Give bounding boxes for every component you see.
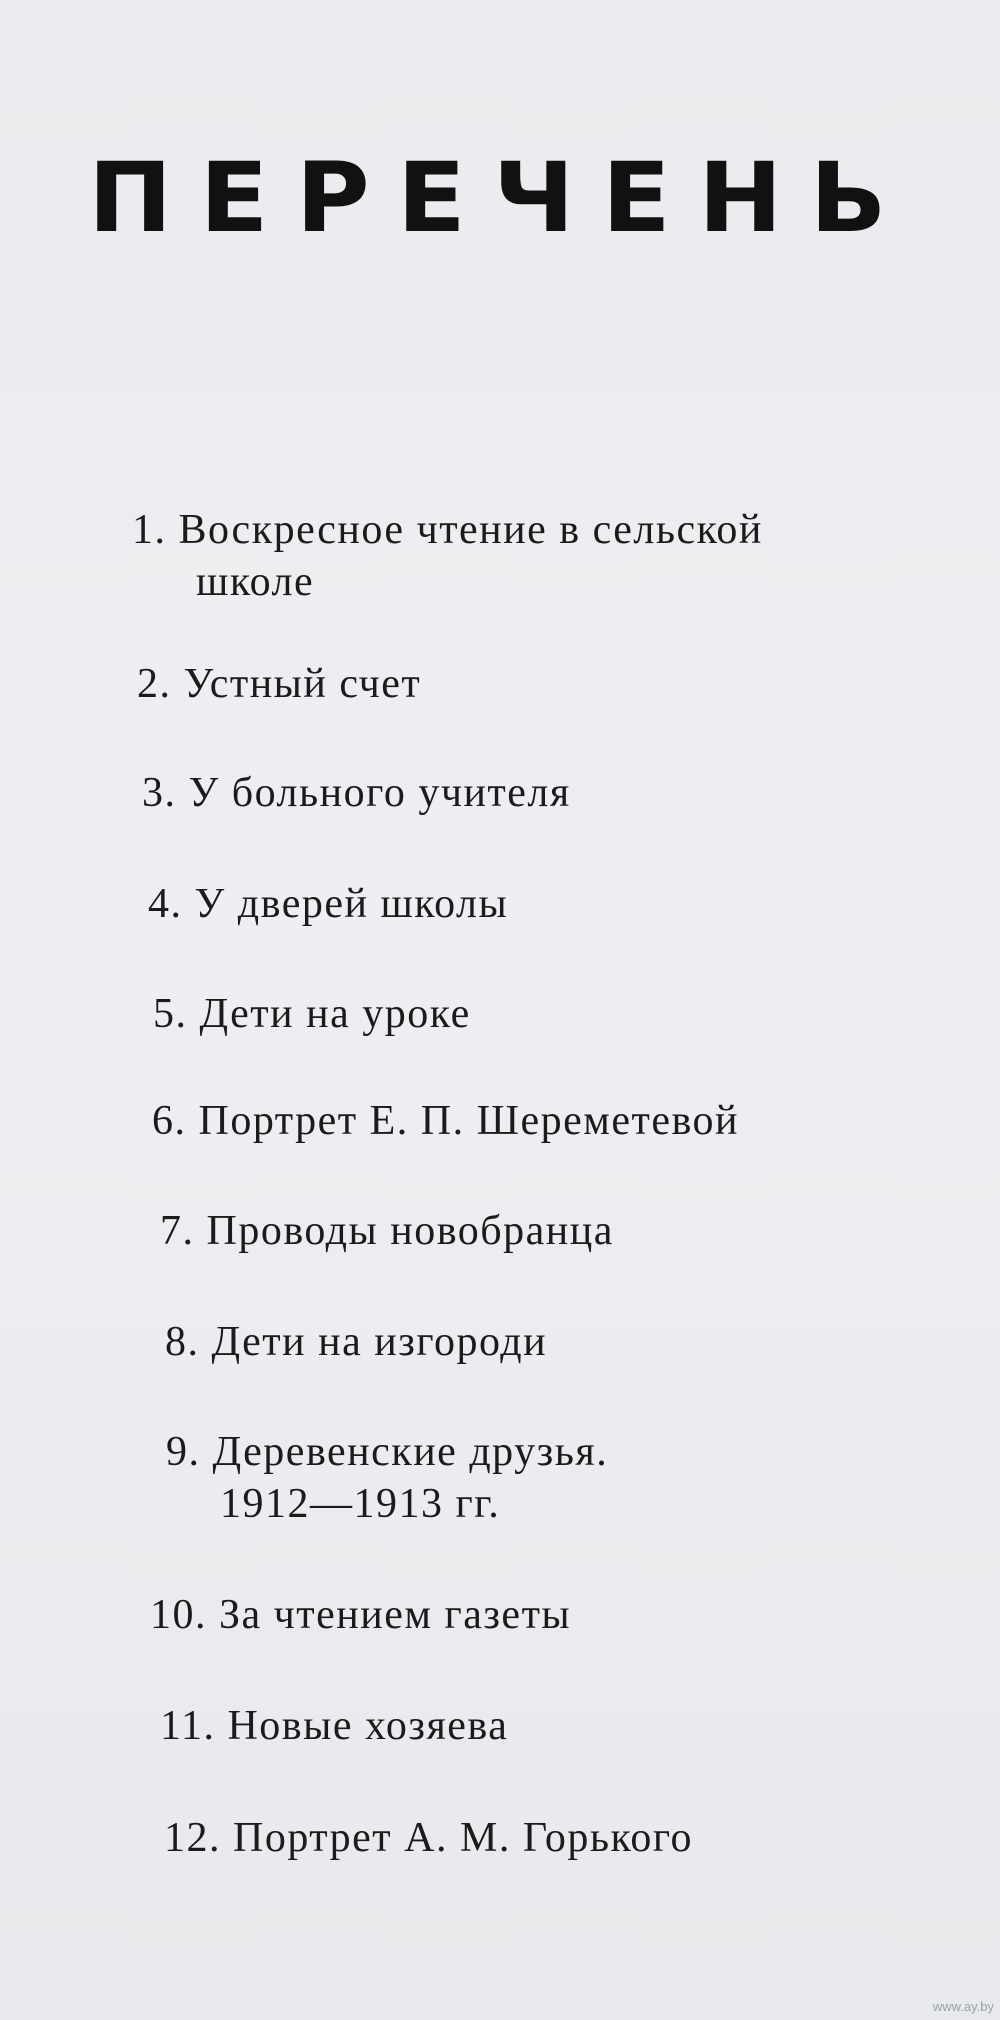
watermark: www.ay.by bbox=[932, 1999, 994, 2014]
item-number: 8. bbox=[165, 1319, 200, 1365]
item-title: За чтением газеты bbox=[219, 1592, 572, 1638]
item-title: У больного учителя bbox=[188, 770, 571, 816]
list-item bbox=[137, 658, 421, 710]
item-number: 11. bbox=[160, 1703, 216, 1749]
list-item bbox=[150, 1589, 571, 1641]
item-number: 10. bbox=[150, 1592, 207, 1638]
item-number: 4. bbox=[148, 881, 183, 927]
list-item bbox=[152, 1095, 739, 1147]
item-number: 9. bbox=[166, 1429, 201, 1475]
item-number: 12. bbox=[164, 1815, 221, 1861]
item-title: Портрет Е. П. Шереметевой bbox=[198, 1098, 740, 1144]
list-item bbox=[148, 878, 508, 930]
list-item bbox=[160, 1700, 508, 1752]
item-number: 5. bbox=[153, 991, 188, 1037]
item-number: 1. bbox=[132, 507, 167, 553]
item-number: 6. bbox=[152, 1098, 187, 1144]
item-title: Портрет А. М. Горького bbox=[233, 1815, 694, 1861]
list-item bbox=[166, 1426, 608, 1530]
item-title-continuation: 1912—1913 гг. bbox=[220, 1481, 501, 1527]
item-title: Деревенские друзья. bbox=[212, 1429, 609, 1475]
item-title: Дети на изгороди bbox=[211, 1319, 548, 1365]
list-item bbox=[142, 767, 571, 819]
item-title: Проводы новобранца bbox=[206, 1208, 614, 1254]
item-title: Дети на уроке bbox=[199, 991, 471, 1037]
page-title: ПЕРЕЧЕНЬ bbox=[88, 142, 914, 254]
item-number: 7. bbox=[160, 1208, 195, 1254]
list-item bbox=[160, 1205, 614, 1257]
item-title: Новые хозяева bbox=[227, 1703, 509, 1749]
list-item bbox=[132, 504, 763, 608]
item-title: Воскресное чтение в сельской bbox=[178, 507, 763, 553]
item-title: У дверей школы bbox=[194, 881, 509, 927]
list-item bbox=[153, 988, 471, 1040]
list-item bbox=[165, 1316, 547, 1368]
item-number: 3. bbox=[142, 770, 177, 816]
item-title-continuation: школе bbox=[196, 559, 315, 605]
list-item bbox=[164, 1812, 693, 1864]
item-title: Устный счет bbox=[183, 661, 422, 707]
item-number: 2. bbox=[137, 661, 172, 707]
